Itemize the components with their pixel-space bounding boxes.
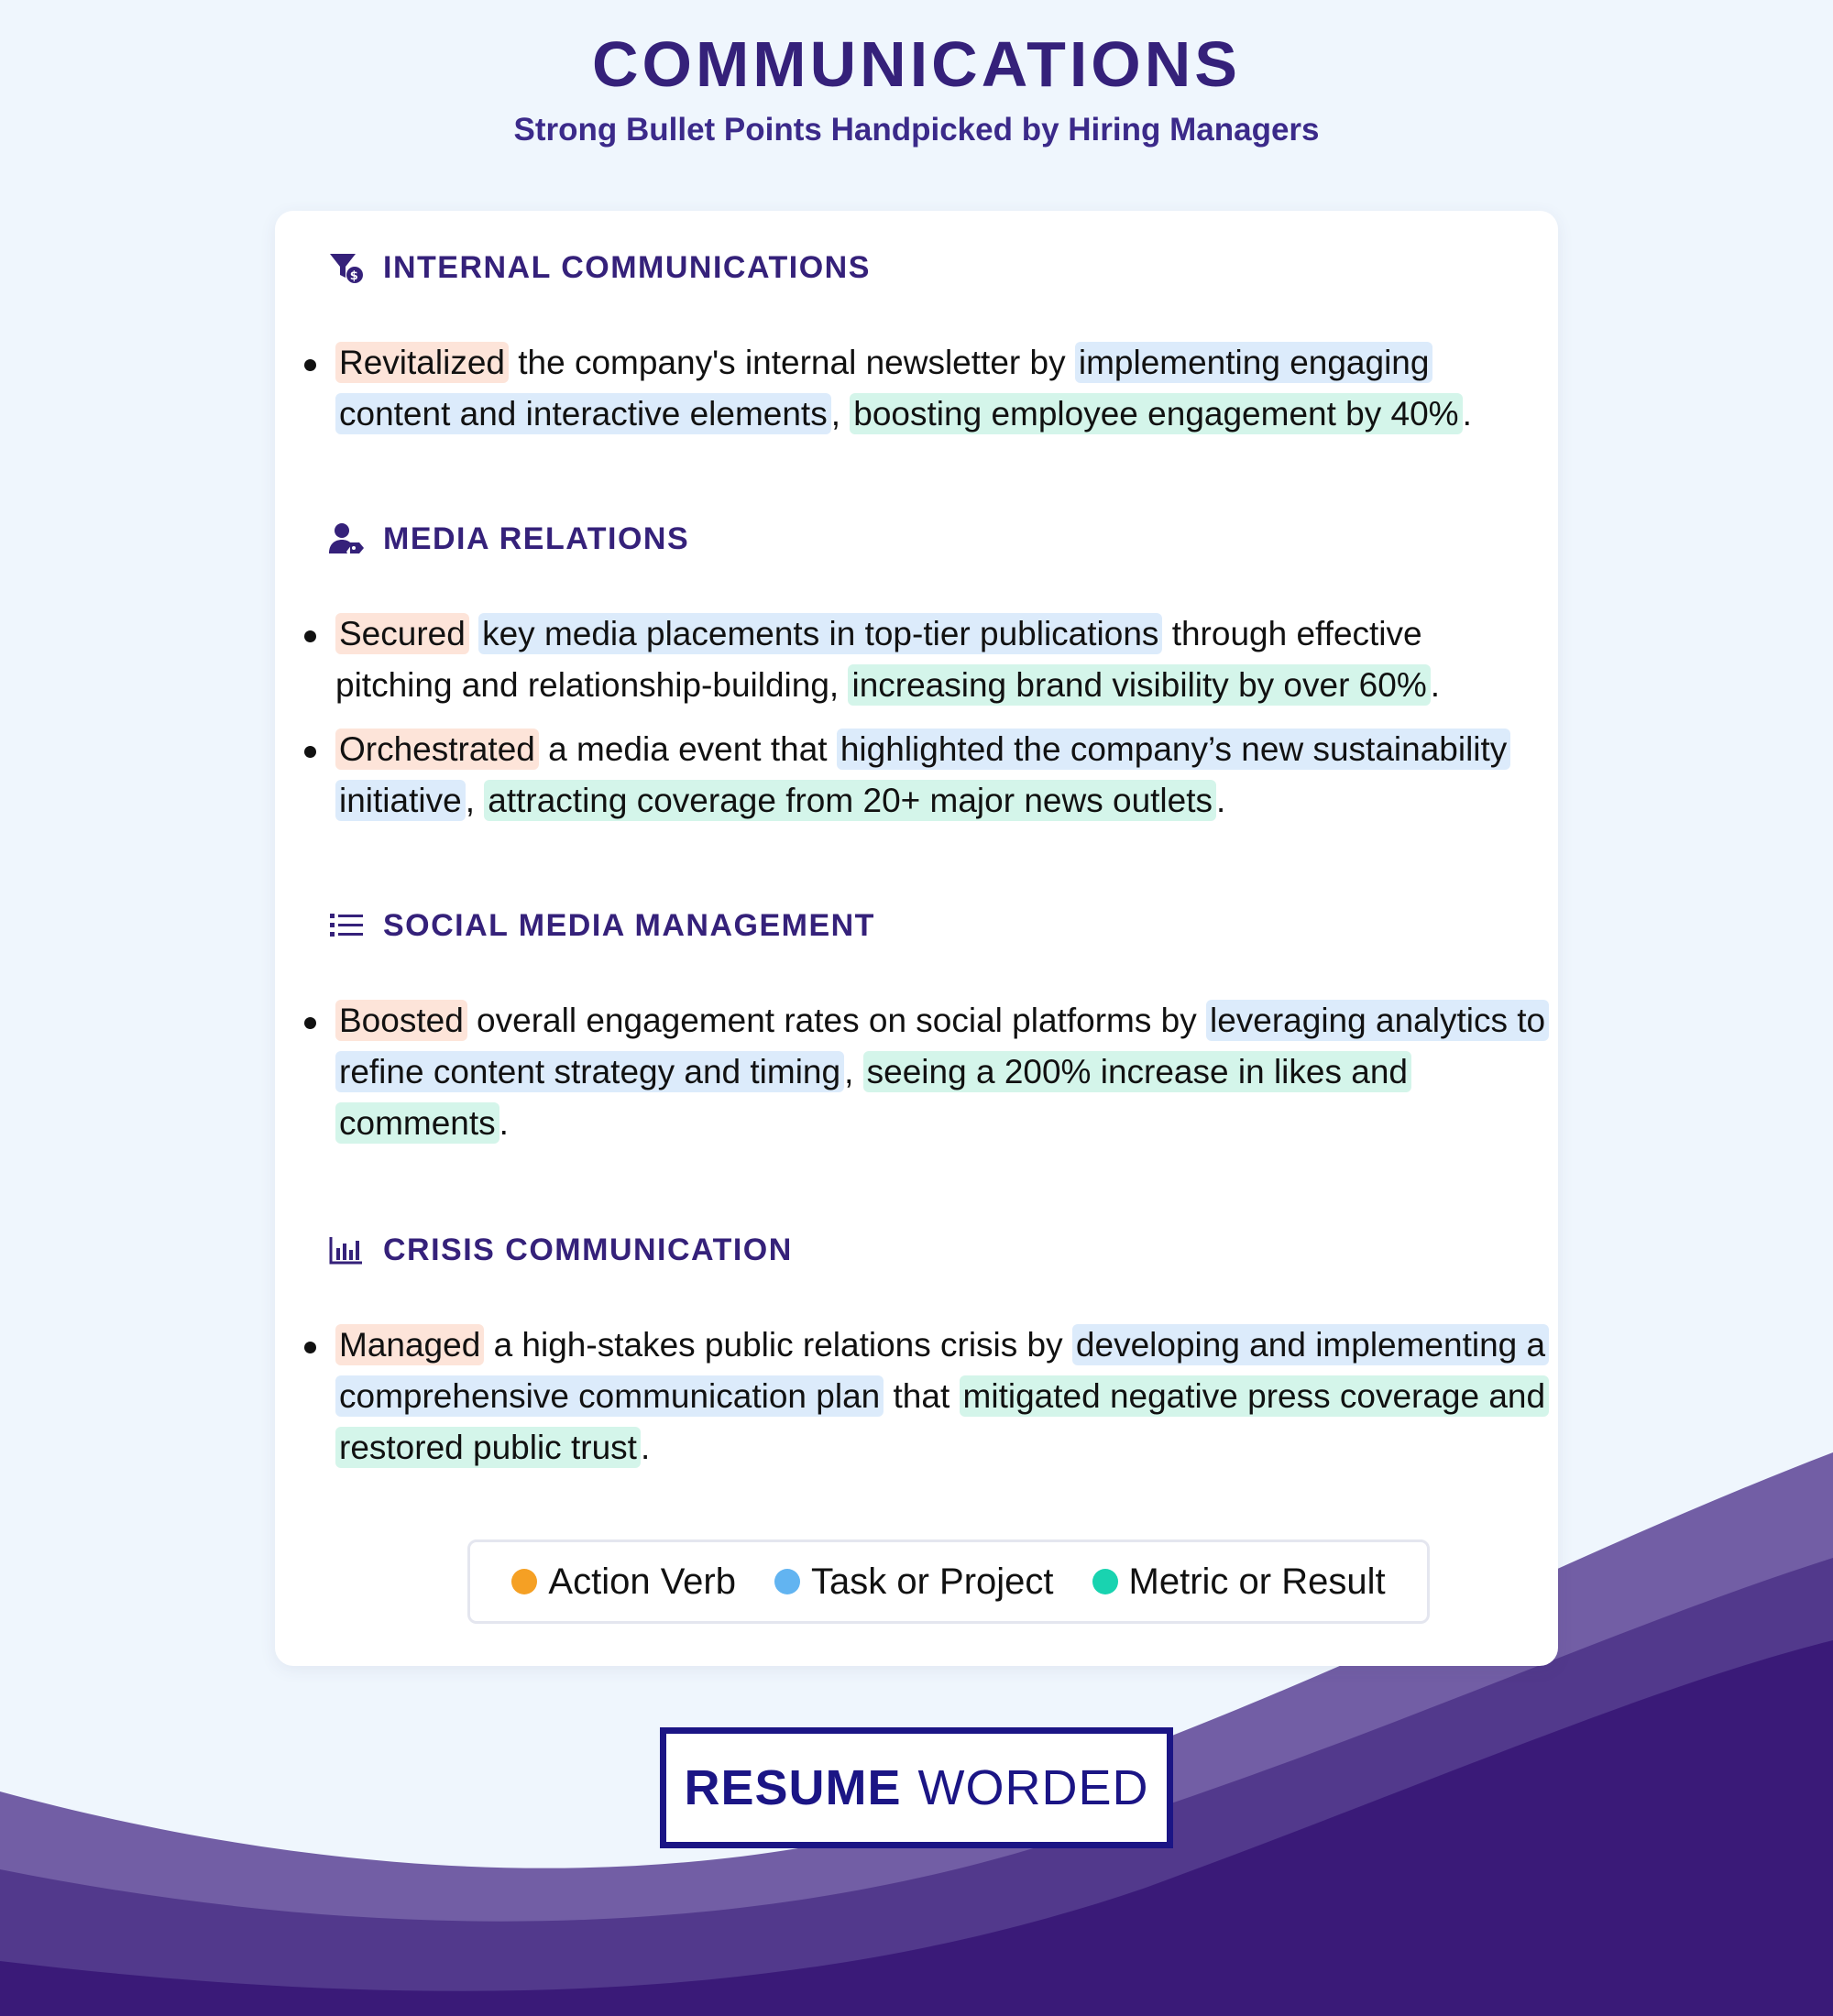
list-icon xyxy=(328,907,365,944)
plain-text: that xyxy=(884,1377,960,1415)
funnel-dollar-icon xyxy=(328,249,365,286)
section-heading-crisis-communication xyxy=(328,1232,793,1268)
page-subtitle: Strong Bullet Points Handpicked by Hiring Managers xyxy=(513,112,1320,148)
metric-highlight: seeing a 200% increase in likes and comments xyxy=(335,1051,1411,1144)
highlight-legend xyxy=(467,1539,1430,1624)
plain-text: , xyxy=(844,1053,863,1090)
metric-highlight: attracting coverage from 20+ major news outlets xyxy=(484,780,1216,821)
task-highlight: key media placements in top-tier publications xyxy=(478,613,1162,654)
section-heading-internal-communications xyxy=(328,249,871,286)
user-tag-icon xyxy=(328,520,365,557)
resume-worded-logo xyxy=(660,1727,1173,1848)
legend-label: Action Verb xyxy=(548,1561,736,1602)
plain-text: overall engagement rates on social platforms by xyxy=(466,1002,1206,1039)
task-highlight: developing and implementing a comprehensive communication plan xyxy=(335,1324,1549,1417)
metric-highlight: mitigated negative press coverage and restored public trust xyxy=(335,1375,1549,1468)
legend-dot-metric xyxy=(1092,1569,1118,1594)
plain-text: . xyxy=(640,1429,651,1466)
bullet-point xyxy=(304,608,1546,711)
bullet-points-card xyxy=(275,211,1558,1666)
plain-text: . xyxy=(499,1104,509,1142)
bullet-list xyxy=(304,995,1546,1162)
plain-text: . xyxy=(1216,782,1226,819)
action-verb-highlight: Revitalized xyxy=(335,342,509,383)
page-title: COMMUNICATIONS xyxy=(592,28,1241,100)
action-verb-highlight: Orchestrated xyxy=(335,729,539,770)
task-highlight: leveraging analytics to refine content strategy and timing xyxy=(335,1000,1549,1092)
plain-text: a high-stakes public relations crisis by xyxy=(484,1326,1072,1364)
bullet-point xyxy=(304,724,1546,827)
section-heading-label: CRISIS COMMUNICATION xyxy=(383,1232,793,1267)
plain-text: through effective pitching and relationship-building, xyxy=(335,615,1422,704)
metric-highlight: increasing brand visibility by over 60% xyxy=(848,664,1430,706)
action-verb-highlight: Secured xyxy=(335,613,469,654)
legend-dot-task xyxy=(774,1569,800,1594)
section-heading-media-relations xyxy=(328,520,689,557)
bullet-point xyxy=(304,337,1546,440)
bullet-point xyxy=(304,1320,1546,1474)
legend-item-action xyxy=(511,1561,736,1603)
svg-text:$: $ xyxy=(349,269,360,283)
task-highlight: highlighted the company’s new sustainability initiative xyxy=(335,729,1510,821)
plain-text: , xyxy=(830,395,851,433)
bullet-list xyxy=(304,337,1546,453)
legend-label: Task or Project xyxy=(810,1561,1054,1602)
section-heading-label: SOCIAL MEDIA MANAGEMENT xyxy=(383,907,875,943)
plain-text: the company's internal newsletter by xyxy=(508,344,1075,381)
section-heading-social-media-management xyxy=(328,907,875,944)
legend-item-metric xyxy=(1092,1561,1386,1603)
task-highlight: implementing engaging content and interactive elements xyxy=(335,342,1432,434)
metric-highlight: boosting employee engagement by 40% xyxy=(850,393,1462,434)
action-verb-highlight: Managed xyxy=(335,1324,484,1365)
legend-item-task xyxy=(774,1561,1054,1603)
bullet-point xyxy=(304,995,1546,1149)
plain-text: , xyxy=(465,782,485,819)
plain-text: a media event that xyxy=(538,730,837,768)
section-heading-label: MEDIA RELATIONS xyxy=(383,520,690,556)
section-heading-label: INTERNAL COMMUNICATIONS xyxy=(383,249,871,285)
plain-text: . xyxy=(1430,666,1441,704)
logo-light-text: WORDED xyxy=(917,1760,1149,1815)
legend-dot-action xyxy=(511,1569,537,1594)
logo-bold-text: RESUME xyxy=(684,1760,902,1815)
bar-chart-icon xyxy=(328,1232,365,1268)
plain-text: . xyxy=(1462,395,1472,433)
legend-label: Metric or Result xyxy=(1128,1561,1386,1602)
action-verb-highlight: Boosted xyxy=(335,1000,467,1041)
bullet-list xyxy=(304,1320,1546,1486)
bullet-list xyxy=(304,608,1546,839)
plain-text xyxy=(469,615,478,652)
